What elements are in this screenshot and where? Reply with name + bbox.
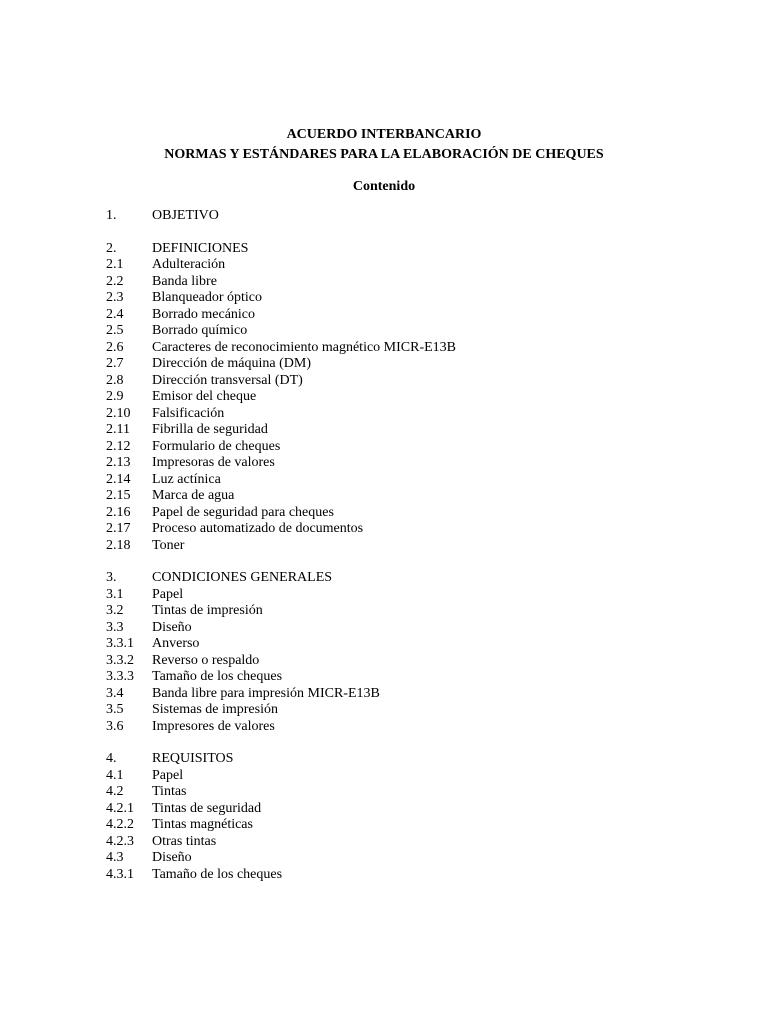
toc-entry-number: 4.2.1 xyxy=(106,800,134,816)
toc-entry-number: 2.11 xyxy=(106,422,130,437)
toc-entry-label: Dirección transversal (DT) xyxy=(152,372,303,388)
toc-entry xyxy=(106,422,706,439)
toc-entry xyxy=(106,784,706,801)
toc-entry-number: 2.1 xyxy=(106,257,124,272)
toc-entry-number: 2.16 xyxy=(106,504,131,520)
toc-entry xyxy=(106,620,706,637)
toc-entry-label: Tintas magnéticas xyxy=(152,817,253,832)
toc-entry-number: 2.9 xyxy=(106,389,124,404)
toc-entry xyxy=(106,356,706,373)
toc-entry-label: Sistemas de impresión xyxy=(152,702,278,717)
toc-entry xyxy=(106,702,706,719)
toc-entry-label: DEFINICIONES xyxy=(152,240,249,256)
toc-entry-number: 4.1 xyxy=(106,767,124,783)
toc-entry-number: 2.17 xyxy=(106,521,131,536)
toc-entry xyxy=(106,653,706,670)
toc-entry-label: Tintas xyxy=(152,784,187,799)
toc-entry xyxy=(106,340,706,357)
toc-entry-label: Tintas de seguridad xyxy=(152,800,262,816)
toc-entry-label: Anverso xyxy=(152,636,200,651)
toc-entry-number: 2. xyxy=(106,240,117,256)
toc-section xyxy=(106,208,706,225)
toc-entry-number: 2.4 xyxy=(106,306,124,322)
toc-entry-number: 2.15 xyxy=(106,488,131,503)
toc-entry-number: 4.3.1 xyxy=(106,866,134,882)
toc-entry-number: 4.3 xyxy=(106,850,124,865)
toc-entry-number: 3.3.3 xyxy=(106,669,134,684)
toc-entry-number: 2.10 xyxy=(106,405,131,421)
toc-entry xyxy=(106,472,706,489)
toc-entry-label: Adulteración xyxy=(152,257,226,272)
toc-entry xyxy=(106,801,706,818)
toc-entry xyxy=(106,751,706,768)
toc-entry-number: 3.3.2 xyxy=(106,652,134,668)
toc-section xyxy=(106,241,706,555)
toc-entry xyxy=(106,817,706,834)
toc-entry-number: 2.13 xyxy=(106,455,131,470)
toc-entry xyxy=(106,257,706,274)
toc-section xyxy=(106,570,706,735)
title-line-2: NORMAS Y ESTÁNDARES PARA LA ELABORACIÓN DE CHEQUES xyxy=(164,147,604,162)
toc-entry-label: OBJETIVO xyxy=(152,208,219,223)
toc-entry-label: Papel xyxy=(152,767,184,783)
toc-entry-label: Impresoras de valores xyxy=(152,455,275,470)
toc-entry-label: Diseño xyxy=(152,850,192,865)
toc-entry-label: Proceso automatizado de documentos xyxy=(152,521,364,536)
toc-entry-number: 3.3 xyxy=(106,619,124,635)
toc-entry-label: Tamaño de los cheques xyxy=(152,866,283,882)
toc-entry xyxy=(106,521,706,538)
toc-entry xyxy=(106,406,706,423)
toc-entry xyxy=(106,669,706,686)
toc-entry xyxy=(106,768,706,785)
toc-entry xyxy=(106,455,706,472)
toc-entry-number: 2.3 xyxy=(106,290,124,305)
toc-entry xyxy=(106,570,706,587)
toc-entry xyxy=(106,323,706,340)
toc-entry-label: Tamaño de los cheques xyxy=(152,669,283,684)
toc-entry-label: Emisor del cheque xyxy=(152,389,257,404)
toc-entry xyxy=(106,834,706,851)
title-line-1: ACUERDO INTERBANCARIO xyxy=(286,127,482,142)
document-title xyxy=(0,125,768,165)
toc-entry xyxy=(106,439,706,456)
toc-entry-number: 2.5 xyxy=(106,323,124,338)
toc-entry xyxy=(106,505,706,522)
toc-entry-number: 1. xyxy=(106,208,117,223)
toc-entry-label: Dirección de máquina (DM) xyxy=(152,356,311,371)
toc-entry-label: Banda libre xyxy=(152,273,217,289)
toc-entry-number: 2.12 xyxy=(106,438,131,454)
toc-entry-number: 2.18 xyxy=(106,537,131,553)
toc-entry-number: 3. xyxy=(106,570,117,585)
toc-entry-number: 2.7 xyxy=(106,356,124,371)
toc-entry-number: 3.2 xyxy=(106,603,124,618)
toc-entry-label: Papel de seguridad para cheques xyxy=(152,504,334,520)
toc-entry-number: 3.4 xyxy=(106,685,124,701)
toc-entry-label: Reverso o respaldo xyxy=(152,652,260,668)
toc-entry xyxy=(106,538,706,555)
toc-entry-label: Falsificación xyxy=(152,405,225,421)
toc-entry xyxy=(106,850,706,867)
toc-entry xyxy=(106,290,706,307)
toc-entry-number: 3.1 xyxy=(106,586,124,602)
toc-entry-number: 3.5 xyxy=(106,702,124,717)
table-of-contents xyxy=(106,208,706,899)
toc-entry-label: CONDICIONES GENERALES xyxy=(152,570,333,585)
toc-entry xyxy=(106,587,706,604)
toc-entry-label: Marca de agua xyxy=(152,488,235,503)
toc-entry-number: 2.14 xyxy=(106,471,131,487)
toc-entry-label: Luz actínica xyxy=(152,471,221,487)
toc-entry-label: REQUISITOS xyxy=(152,751,234,766)
toc-section xyxy=(106,751,706,883)
toc-entry-number: 3.6 xyxy=(106,718,124,734)
toc-entry-number: 2.8 xyxy=(106,372,124,388)
toc-entry xyxy=(106,719,706,736)
toc-entry xyxy=(106,867,706,884)
toc-entry-number: 4.2 xyxy=(106,784,124,799)
toc-entry-label: Borrado químico xyxy=(152,323,248,338)
toc-entry xyxy=(106,208,706,225)
toc-entry xyxy=(106,274,706,291)
toc-entry-number: 2.2 xyxy=(106,273,124,289)
toc-entry-label: Borrado mecánico xyxy=(152,306,256,322)
toc-entry-label: Papel xyxy=(152,586,184,602)
toc-entry-number: 4.2.2 xyxy=(106,817,134,832)
toc-entry xyxy=(106,488,706,505)
toc-entry-label: Blanqueador óptico xyxy=(152,290,263,305)
toc-entry xyxy=(106,686,706,703)
toc-entry-label: Tintas de impresión xyxy=(152,603,263,618)
toc-entry-label: Otras tintas xyxy=(152,833,217,849)
toc-entry-label: Impresores de valores xyxy=(152,718,275,734)
toc-entry-number: 4.2.3 xyxy=(106,833,134,849)
toc-entry xyxy=(106,389,706,406)
toc-entry xyxy=(106,373,706,390)
toc-entry xyxy=(106,603,706,620)
toc-entry xyxy=(106,241,706,258)
toc-entry xyxy=(106,307,706,324)
toc-entry xyxy=(106,636,706,653)
toc-entry-label: Banda libre para impresión MICR-E13B xyxy=(152,685,380,701)
toc-entry-number: 2.6 xyxy=(106,339,124,355)
contents-heading: Contenido xyxy=(352,179,416,194)
toc-entry-number: 4. xyxy=(106,751,117,766)
toc-entry-label: Diseño xyxy=(152,619,192,635)
toc-entry-label: Caracteres de reconocimiento magnético MICR-E13B xyxy=(152,339,457,355)
toc-entry-label: Fibrilla de seguridad xyxy=(152,422,268,437)
toc-entry-number: 3.3.1 xyxy=(106,636,134,651)
toc-entry-label: Toner xyxy=(152,537,185,553)
toc-entry-label: Formulario de cheques xyxy=(152,438,281,454)
